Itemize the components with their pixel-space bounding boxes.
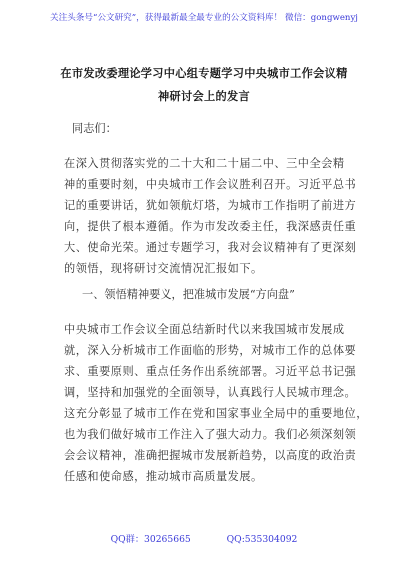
footer-qq-group: QQ群：30265665 xyxy=(110,534,191,545)
paragraph-line: 会会议精神，准确把握城市发展新趋势，以高度的政治责 xyxy=(64,449,357,462)
paragraph-line: 大、使命光荣。通过专题学习，我对会议精神有了更深刻 xyxy=(64,241,357,254)
paragraph-section-1 xyxy=(64,319,368,487)
paragraph-line: 中央城市工作会议全面总结新时代以来我国城市发展成 xyxy=(64,323,345,336)
paragraph-line: 求、重要原则、重点任务作出系统部署。习近平总书记强 xyxy=(64,365,357,378)
paragraph-line: 这充分彰显了城市工作在党和国家事业全局中的重要地位， xyxy=(64,407,368,420)
header-promo-note: 关注头条号“公文研究”，获得最新最全最专业的公文资料库！ 微信：gongwenyj xyxy=(50,13,358,23)
footer-contact xyxy=(0,534,408,546)
paragraph-line: 任感和使命感，推动城市高质量发展。 xyxy=(64,470,263,483)
paragraph-line: 调，坚持和加强党的全面领导，认真践行人民城市理念。 xyxy=(64,386,357,399)
title-line-2: 神研讨会上的发言 xyxy=(158,90,250,103)
salutation: 同志们： xyxy=(72,122,117,135)
document-title xyxy=(44,62,364,108)
paragraph-intro xyxy=(64,153,357,279)
paragraph-line: 记的重要讲话，犹如领航灯塔，为城市工作指明了前进方 xyxy=(64,199,357,212)
paragraph-line: 向，提供了根本遵循。作为市发改委主任，我深感责任重 xyxy=(64,220,357,233)
footer-qq: QQ:535304092 xyxy=(226,534,298,545)
title-line-1: 在市发改委理论学习中心组专题学习中央城市工作会议精 xyxy=(60,67,348,80)
paragraph-line: 也为我们做好城市工作注入了强大动力。我们必须深刻领 xyxy=(64,428,357,441)
paragraph-line: 就，深入分析城市工作面临的形势，对城市工作的总体要 xyxy=(64,344,357,357)
paragraph-line: 神的重要时刻，中央城市工作会议胜利召开。习近平总书 xyxy=(64,178,357,191)
section-heading-1: 一、领悟精神要义，把准城市发展“方向盘” xyxy=(82,288,295,301)
paragraph-line: 的领悟，现将研讨交流情况汇报如下。 xyxy=(64,262,263,275)
paragraph-line: 在深入贯彻落实党的二十大和二十届二中、三中全会精 xyxy=(64,157,345,170)
